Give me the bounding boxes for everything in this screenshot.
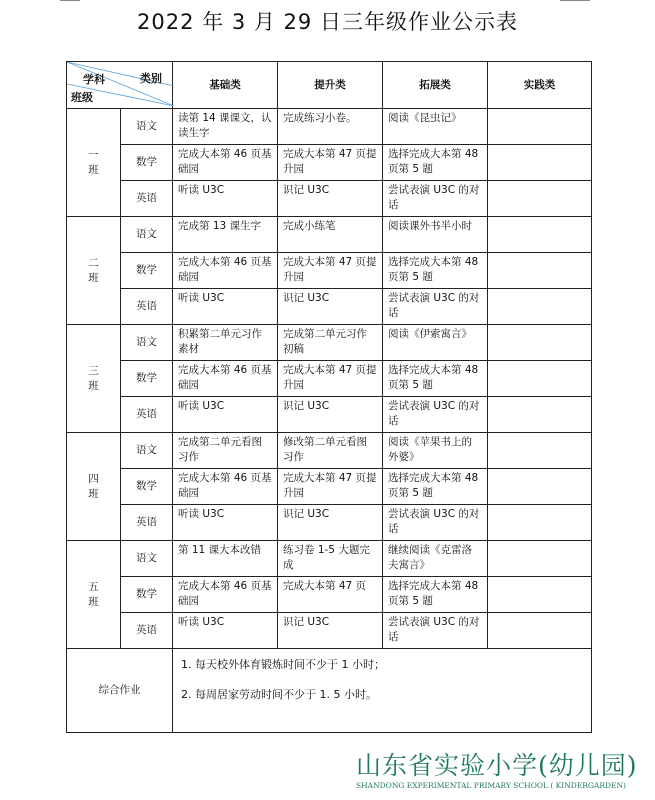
homework-cell-extended: 选择完成大本第 48 页第 5 题	[383, 577, 488, 613]
homework-cell-extended: 选择完成大本第 48 页第 5 题	[383, 253, 488, 289]
subject-cell: 数学	[121, 145, 173, 181]
class-name-cell: 四 班	[67, 433, 121, 541]
table-row	[67, 433, 592, 469]
school-name-en: SHANDONG EXPERIMENTAL PRIMARY SCHOOL ( KINDERGARDEN)	[356, 781, 626, 790]
homework-cell-practice	[488, 145, 592, 181]
synthesis-line-2: 2. 每周居家劳动时间不少于 1. 5 小时。	[181, 688, 377, 701]
subject-cell: 语文	[121, 433, 173, 469]
homework-cell-advanced: 识记 U3C	[278, 613, 383, 649]
table-row	[67, 145, 592, 181]
table-row	[67, 325, 592, 361]
subject-cell: 数学	[121, 361, 173, 397]
homework-cell-extended: 阅读《伊索寓言》	[383, 325, 488, 361]
table-row	[67, 397, 592, 433]
subject-cell: 英语	[121, 181, 173, 217]
homework-cell-practice	[488, 109, 592, 145]
homework-cell-basic: 完成第 13 课生字	[173, 217, 278, 253]
homework-cell-advanced: 完成大本第 47 页提升园	[278, 469, 383, 505]
homework-cell-advanced: 识记 U3C	[278, 289, 383, 325]
table-row	[67, 505, 592, 541]
diag-subject-label: 学科	[83, 73, 105, 86]
homework-table	[66, 61, 592, 733]
homework-cell-extended: 选择完成大本第 48 页第 5 题	[383, 469, 488, 505]
homework-cell-extended: 尝试表演 U3C 的对话	[383, 289, 488, 325]
subject-cell: 英语	[121, 397, 173, 433]
homework-cell-practice	[488, 181, 592, 217]
table-row	[67, 361, 592, 397]
homework-cell-practice	[488, 253, 592, 289]
table-row	[67, 253, 592, 289]
homework-cell-advanced: 完成第二单元习作初稿	[278, 325, 383, 361]
subject-cell: 数学	[121, 253, 173, 289]
homework-cell-practice	[488, 289, 592, 325]
homework-cell-basic: 听读 U3C	[173, 613, 278, 649]
school-name-cn: 山东省实验小学(幼儿园)	[356, 751, 638, 780]
diag-class-label: 班级	[71, 91, 93, 104]
homework-cell-basic: 完成大本第 46 页基础园	[173, 145, 278, 181]
homework-cell-extended: 继续阅读《克雷洛夫寓言》	[383, 541, 488, 577]
diagonal-header-cell	[67, 62, 173, 109]
homework-cell-practice	[488, 217, 592, 253]
homework-cell-advanced: 完成大本第 47 页提升园	[278, 361, 383, 397]
homework-cell-basic: 听读 U3C	[173, 289, 278, 325]
homework-cell-extended: 尝试表演 U3C 的对话	[383, 397, 488, 433]
class-name-cell: 一 班	[67, 109, 121, 217]
homework-cell-advanced: 完成大本第 47 页提升园	[278, 145, 383, 181]
homework-cell-basic: 完成大本第 46 页基础园	[173, 361, 278, 397]
table-row	[67, 217, 592, 253]
homework-cell-practice	[488, 505, 592, 541]
homework-cell-extended: 尝试表演 U3C 的对话	[383, 613, 488, 649]
table-row	[67, 613, 592, 649]
homework-cell-practice	[488, 469, 592, 505]
subject-cell: 数学	[121, 469, 173, 505]
homework-cell-practice	[488, 361, 592, 397]
top-rule-left	[60, 0, 80, 1]
homework-cell-extended: 阅读课外书半小时	[383, 217, 488, 253]
class-name-cell: 三 班	[67, 325, 121, 433]
homework-cell-extended: 选择完成大本第 48 页第 5 题	[383, 145, 488, 181]
homework-cell-basic: 完成大本第 46 页基础园	[173, 577, 278, 613]
col-header-practice: 实践类	[488, 62, 592, 109]
homework-cell-practice	[488, 577, 592, 613]
synthesis-line-1: 1. 每天校外体育锻炼时间不少于 1 小时；	[181, 658, 385, 671]
homework-cell-advanced: 识记 U3C	[278, 397, 383, 433]
homework-cell-basic: 听读 U3C	[173, 181, 278, 217]
synthesis-row	[67, 649, 592, 733]
subject-cell: 数学	[121, 577, 173, 613]
homework-cell-basic: 听读 U3C	[173, 397, 278, 433]
homework-cell-practice	[488, 325, 592, 361]
homework-cell-extended: 尝试表演 U3C 的对话	[383, 181, 488, 217]
homework-cell-basic: 听读 U3C	[173, 505, 278, 541]
class-name-cell: 二 班	[67, 217, 121, 325]
diag-category-label: 类别	[140, 72, 162, 85]
homework-cell-basic: 读第 14 课课文，认读生字	[173, 109, 278, 145]
homework-cell-practice	[488, 433, 592, 469]
homework-body	[67, 109, 592, 649]
homework-cell-basic: 第 11 课大本改错	[173, 541, 278, 577]
table-row	[67, 577, 592, 613]
homework-cell-practice	[488, 541, 592, 577]
homework-cell-practice	[488, 613, 592, 649]
subject-cell: 语文	[121, 109, 173, 145]
class-name-cell: 五 班	[67, 541, 121, 649]
synthesis-label: 综合作业	[67, 649, 173, 733]
homework-cell-advanced: 完成大本第 47 页	[278, 577, 383, 613]
subject-cell: 英语	[121, 289, 173, 325]
synthesis-content	[173, 649, 592, 733]
homework-cell-basic: 完成大本第 46 页基础园	[173, 253, 278, 289]
table-row	[67, 109, 592, 145]
homework-cell-extended: 阅读《昆虫记》	[383, 109, 488, 145]
top-rule-right	[560, 0, 590, 1]
subject-cell: 英语	[121, 613, 173, 649]
page-title: 2022 年 3 月 29 日三年级作业公示表	[137, 10, 518, 34]
header-row	[67, 62, 592, 109]
homework-cell-advanced: 完成小练笔	[278, 217, 383, 253]
table-row	[67, 181, 592, 217]
table-row	[67, 541, 592, 577]
col-header-advanced: 提升类	[278, 62, 383, 109]
subject-cell: 语文	[121, 325, 173, 361]
homework-cell-basic: 完成第二单元看图习作	[173, 433, 278, 469]
table-row	[67, 289, 592, 325]
col-header-basic: 基础类	[173, 62, 278, 109]
subject-cell: 语文	[121, 541, 173, 577]
homework-cell-extended: 尝试表演 U3C 的对话	[383, 505, 488, 541]
homework-cell-basic: 完成大本第 46 页基础园	[173, 469, 278, 505]
homework-cell-advanced: 修改第二单元看图习作	[278, 433, 383, 469]
homework-cell-extended: 阅读《苹果书上的外婆》	[383, 433, 488, 469]
homework-cell-basic: 积累第二单元习作素材	[173, 325, 278, 361]
subject-cell: 语文	[121, 217, 173, 253]
homework-cell-advanced: 识记 U3C	[278, 181, 383, 217]
subject-cell: 英语	[121, 505, 173, 541]
col-header-extended: 拓展类	[383, 62, 488, 109]
homework-cell-advanced: 完成练习小卷。	[278, 109, 383, 145]
homework-cell-advanced: 练习卷 1-5 大题完成	[278, 541, 383, 577]
homework-cell-advanced: 识记 U3C	[278, 505, 383, 541]
homework-cell-practice	[488, 397, 592, 433]
school-logo	[356, 746, 646, 790]
table-row	[67, 469, 592, 505]
homework-cell-extended: 选择完成大本第 48 页第 5 题	[383, 361, 488, 397]
homework-cell-advanced: 完成大本第 47 页提升园	[278, 253, 383, 289]
